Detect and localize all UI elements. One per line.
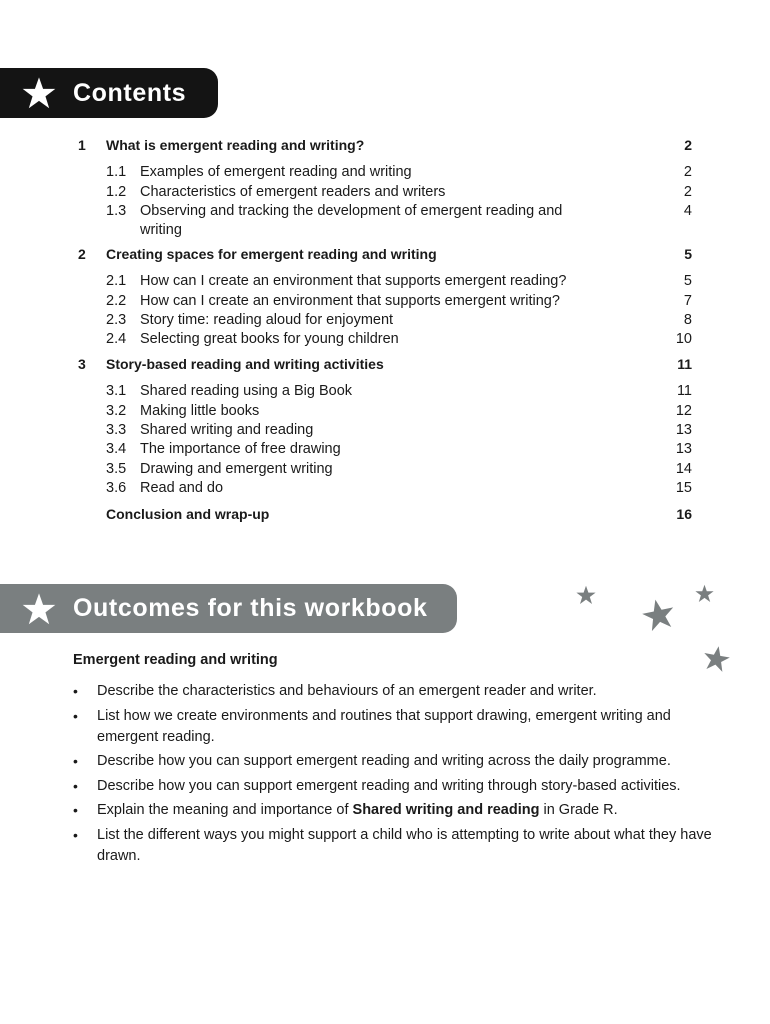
star-icon (642, 598, 675, 631)
toc-item-number: 3.5 (106, 461, 127, 477)
list-item: • Describe how you can support emergent reading and writing across the daily programme. (73, 751, 713, 772)
toc-page-number: 7 (683, 293, 692, 309)
toc-item-title: How can I create an environment that supports emergent reading? (140, 273, 567, 289)
toc-item-title: Shared reading using a Big Book (140, 383, 353, 399)
list-item-text: in Grade R. (539, 802, 618, 818)
toc-page-number: 15 (675, 480, 692, 496)
toc-item-number: 3.1 (106, 383, 127, 399)
outcomes-subheading: Emergent reading and writing (73, 652, 278, 668)
toc-item-title: The importance of free drawing (140, 441, 341, 457)
toc-page-number: 4 (683, 203, 692, 219)
toc-item-title: How can I create an environment that supports emergent writing? (140, 293, 560, 309)
outcomes-list (73, 681, 713, 867)
star-icon (695, 584, 714, 603)
toc-section-number: 1 (78, 137, 86, 153)
toc-page-number: 5 (684, 246, 692, 262)
toc-item-number: 1.1 (106, 164, 127, 180)
toc-item-number: 3.3 (106, 422, 127, 438)
toc-section-title: Conclusion and wrap-up (106, 506, 270, 522)
toc-page-number: 5 (683, 273, 692, 289)
toc-page-number: 14 (675, 461, 692, 477)
toc-page-number: 11 (677, 356, 692, 372)
list-item-emphasis: Shared writing and reading (352, 802, 540, 818)
list-item-text: Explain the meaning and importance of (97, 802, 353, 818)
list-item: • List the different ways you might support a child who is attempting to write about what they have drawn. (73, 825, 713, 867)
star-icon (576, 585, 596, 605)
list-item (73, 800, 713, 821)
toc-item-number: 2.2 (106, 293, 127, 309)
toc-item-title: Story time: reading aloud for enjoyment (140, 312, 394, 328)
toc-page-number: 12 (675, 403, 692, 419)
toc-item-title: Making little books (140, 403, 260, 419)
toc-item-number: 2.4 (106, 331, 127, 347)
toc-page-number: 13 (675, 422, 692, 438)
toc-item-number: 2.3 (106, 312, 127, 328)
toc-item-number: 3.6 (106, 480, 127, 496)
toc-item-title: Selecting great books for young children (140, 331, 399, 347)
toc-section-title: Creating spaces for emergent reading and writing (106, 246, 437, 262)
toc-item-number: 1.2 (106, 184, 127, 200)
toc-page-number: 16 (676, 506, 692, 522)
toc-item-title: Read and do (140, 480, 224, 496)
contents-title: Contents (73, 78, 187, 107)
toc-item-title: Examples of emergent reading and writing (140, 164, 412, 180)
toc-item-number: 3.2 (106, 403, 127, 419)
toc-page-number: 2 (683, 184, 692, 200)
toc-item-title: Characteristics of emergent readers and writers (140, 184, 446, 200)
outcomes-section (73, 652, 713, 870)
toc-item-title: Shared writing and reading (140, 422, 314, 438)
toc-section-title: What is emergent reading and writing? (106, 137, 365, 153)
toc-section-title: Story-based reading and writing activities (106, 356, 384, 372)
toc-item-number: 3.4 (106, 441, 127, 457)
toc-item-number: 1.3 (106, 203, 127, 219)
star-icon (22, 592, 56, 626)
toc-item-number: 2.1 (106, 273, 127, 289)
toc-page-number: 13 (675, 441, 692, 457)
list-item: • List how we create environments and routines that support drawing, emergent writing and emergent reading. (73, 706, 713, 748)
toc-page-number: 10 (675, 331, 692, 347)
toc-page-number: 11 (676, 383, 692, 399)
toc-page-number: 2 (684, 137, 692, 153)
toc-item-title-continued: writing (140, 222, 182, 238)
toc-item-title: Drawing and emergent writing (140, 461, 333, 477)
toc-item-title: Observing and tracking the development of emergent reading and (140, 203, 563, 219)
toc-page-number: 8 (683, 312, 692, 328)
list-item: • Describe the characteristics and behaviours of an emergent reader and writer. (73, 681, 713, 702)
toc-page-number: 2 (683, 164, 692, 180)
toc-section-number: 2 (78, 246, 86, 262)
list-item: • Describe how you can support emergent reading and writing through story-based activities. (73, 776, 713, 797)
outcomes-banner (0, 584, 457, 633)
outcomes-title: Outcomes for this workbook (73, 594, 428, 622)
toc-section-number: 3 (78, 356, 86, 372)
